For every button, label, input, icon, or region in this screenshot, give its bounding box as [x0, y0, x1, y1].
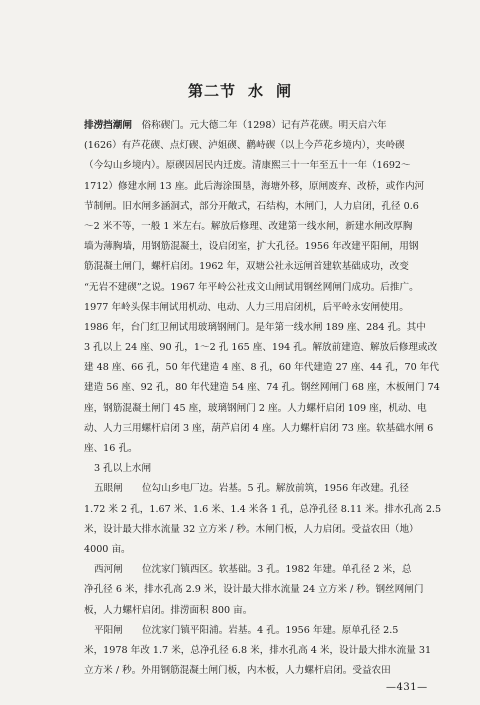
body-line: 1977 年岭头保丰闸试用机动、电动、人力三用启闭机，后平岭永安闸使用。: [84, 301, 409, 313]
body-line: 平阳闸 位沈家门镇平阳浦。岩基。4 孔。1956 年建。原单孔径 2.5: [94, 624, 399, 636]
subsection-heading: 排涝挡潮闸: [84, 120, 132, 131]
body-line: 立方米 / 秒。外用钢筋混凝土闸门板，内木板，人力螺杆启闭。受益农田: [84, 665, 391, 677]
body-line: 1712）修建水闸 13 座。此后海涂围垦，海塘外移，原闸废弃、改桥，或作内河: [84, 180, 425, 192]
body-line: ～2 米不等，一般 1 米左右。解放后修理、改建第一线水闸，新建水闸改厚胸: [84, 220, 413, 232]
body-line: [84, 116, 404, 136]
body-line: 米，设计最大排水流量 32 立方米 / 秒。木闸门板，人力启闭。受益农田（地）: [84, 523, 419, 535]
body-line: 座，钢筋混凝土闸门 45 座，玻璃钢闸门 2 座。人力螺杆启闭 109 座，机动、电: [84, 402, 427, 414]
line-text: 俗称碶门。元大德二年（1298）记有芦花碶。明天启六年: [131, 120, 387, 131]
body-line: 节制闸。旧水闸多涵洞式，部分开敞式，石结构，木闸门，人力启闭，孔径 0.6: [84, 200, 419, 212]
page-number: —431—: [386, 682, 428, 693]
body-line: （今勾山乡境内）。原碶因居民内迁废。清康熙三十一年至五十一年（1692～: [84, 160, 411, 172]
body-line: 板，人力螺杆启闭。排涝面积 800 亩。: [84, 604, 253, 616]
body-line: 五眼闸 位勾山乡电厂边。岩基。5 孔。解放前筑，1956 年改建。孔径: [94, 483, 409, 495]
body-text: [84, 116, 442, 681]
body-line: 净孔径 6 米，排水孔高 2.9 米，设计最大排水流量 24 立方米 / 秒。钢丝网闸门: [84, 584, 424, 596]
body-line: “无岩不建碶”之说。1967 年平岭公社戎文山闸试用钢丝网闸门成功。后推广。: [84, 281, 419, 293]
body-line: 3 孔以上 24 座、90 孔，1～2 孔 165 座、194 孔。解放前建造、解放后修理或改: [84, 342, 438, 354]
body-line: 建造 56 座、92 孔，80 年代建造 54 座、74 孔。钢丝网闸门 68 座，木板闸门 74: [84, 382, 440, 394]
body-line: 米，1978 年改 1.7 米，总净孔径 6.8 米，排水孔高 4 米，设计最大排水流量 31: [84, 644, 432, 656]
body-line: 动、人力三用螺杆启闭 3 座，葫芦启闭 4 座。人力螺杆启闭 73 座。软基础水闸 6: [84, 422, 434, 434]
section-title-word-1: 水: [247, 82, 264, 100]
subsection-label: 3 孔以上水闸: [94, 463, 152, 475]
body-line: 墙为薄胸墙，用钢筋混凝土，设启闭室，扩大孔径。1956 年改建平阳闸，用钢: [84, 241, 419, 253]
body-line: 座、16 孔。: [84, 443, 138, 454]
body-line: 4000 亩。: [84, 543, 131, 555]
body-line: 建 48 座、66 孔，50 年代建造 4 座、8 孔，60 年代建造 27 座、44 孔，70 年代: [84, 362, 439, 374]
section-title: [0, 80, 480, 101]
body-line: 1.72 米 2 孔，1.67 米、1.6 米、1.4 米各 1 孔，总净孔径 8.11 米。排水孔高 2.5: [84, 503, 442, 515]
section-title-word-2: 闸: [276, 82, 293, 100]
section-title-number: 第二节: [187, 82, 236, 100]
body-line: 西河闸 位沈家门镇西区。软基础。3 孔。1982 年建。单孔径 2 米，总: [94, 564, 412, 576]
body-line: 1986 年，台门红卫闸试用玻璃钢闸门。是年第一线水闸 189 座、284 孔。其中: [84, 321, 426, 333]
body-line: 筋混凝土闸门，螺杆启闭。1962 年，双塘公社永远闸首建软基础成功，改变: [84, 261, 409, 273]
body-line: (1626）有芦花碶、点灯碶、泸姐碶、鹳峙碶（以上今芦花乡境内），夹岭碶: [84, 140, 405, 152]
